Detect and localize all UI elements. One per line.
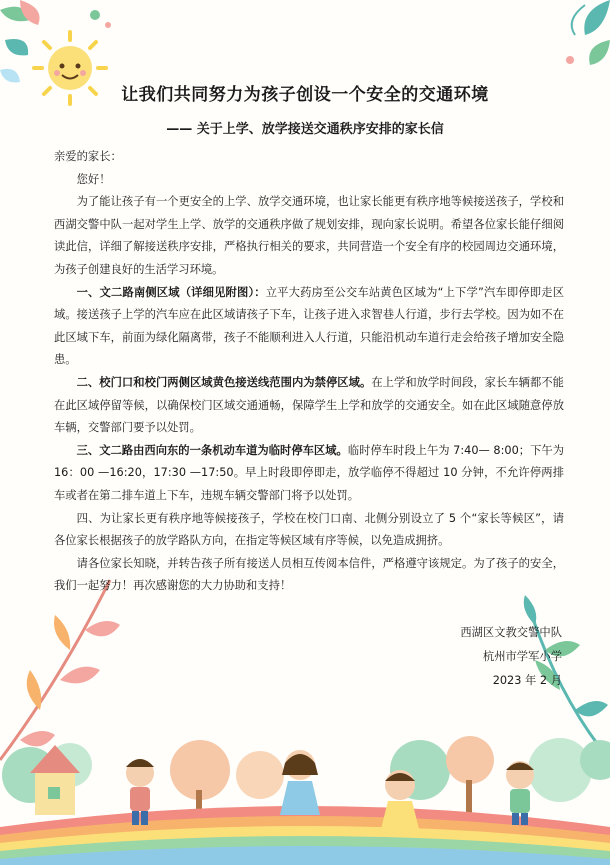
children-playground-scene bbox=[0, 715, 610, 865]
section-2-body: 在上学和放学时间段，家长车辆都不能在此区域停留等候，以确保校门区域交通通畅，保障学生上学和放学的交通安全。如在此区域随意停放车辆，交警部门要予以处罚。 bbox=[54, 375, 564, 435]
intro-paragraph: 为了能让孩子有一个更安全的上学、放学交通环境，也让家长能更有秩序地等候接送孩子，学校和西湖交警中队一起对学生上学、放学的交通秩序做了规划安排，现向家长说明。希望各位家长能仔细阅读此信，详细了解接送秩序安排，严格执行相关的要求，共同营造一个安全有序的校园周边交通环境，为孩子创建良好的生活学习环境。 bbox=[54, 195, 564, 276]
letter-subtitle: —— 关于上学、放学接送交通秩序安排的家长信 bbox=[166, 122, 444, 137]
section-1-heading: 一、文二路南侧区域（详细见附图）： bbox=[76, 285, 266, 299]
closing-paragraph: 请各位家长知晓，并转告孩子所有接送人员相互传阅本信件，严格遵守该规定。为了孩子的安全，我们一起努力！再次感谢您的大力协助和支持！ bbox=[54, 556, 564, 593]
letter-title: 让我们共同努力为孩子创设一个安全的交通环境 bbox=[121, 85, 489, 105]
child-girl-1 bbox=[280, 750, 320, 815]
child-boy-2 bbox=[506, 761, 534, 825]
section-3-body: 临时停车时段上午为 7:40— 8:00；下午为 16：00 —16:20，17:30 —17:50。早上时段即停即走，放学临停不得超过 10 分钟，不允许停两排车或者在第二排车道上下车，违规车辆交警部门将予以处罚。 bbox=[54, 443, 564, 502]
section-2-paragraph bbox=[54, 372, 564, 440]
section-1-body: 立平大药房至公交车站黄色区域为“上下学”汽车即停即走区域。接送孩子上学的汽车应在此区域请孩子下车，让孩子进入求智巷人行道，步行去学校。因为如不在此区域下车，前面为绿化隔离带，孩子不能顺利进入人行道，只能沿机动车道行走会给孩子增加安全隐患。 bbox=[54, 285, 564, 367]
signer-school: 杭州市学军小学 bbox=[482, 650, 562, 663]
section-1-paragraph bbox=[54, 282, 564, 372]
letter-body bbox=[54, 146, 564, 598]
section-3-heading: 三、文二路由西向东的一条机动车道为临时停车区域。 bbox=[76, 443, 348, 457]
greeting: 您好！ bbox=[76, 172, 111, 186]
section-4-paragraph: 四、为让家长更有秩序地等候接孩子，学校在校门口南、北侧分别设立了 5 个“家长等候区”，请各位家长根据孩子的放学路队方向，在指定等候区域有序等候，以免造成拥挤。 bbox=[54, 511, 564, 548]
salutation: 亲爱的家长： bbox=[54, 150, 122, 163]
section-3-paragraph bbox=[54, 440, 564, 508]
top-right-leaves-decoration bbox=[530, 0, 610, 90]
signer-police-unit: 西湖区文教交警中队 bbox=[460, 626, 562, 639]
letter-date: 2023 年 2 月 bbox=[492, 674, 562, 687]
section-2-heading: 二、校门口和校门两侧区域黄色接送线范围内为禁停区域。 bbox=[76, 375, 372, 389]
